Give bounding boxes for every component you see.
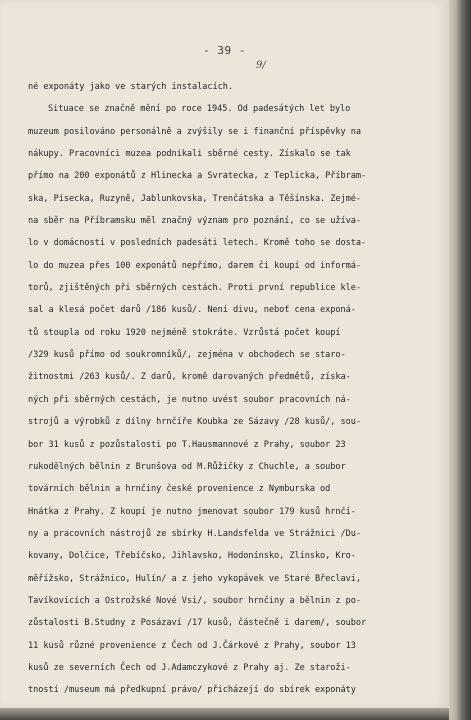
text-line: tů stoupla od roku 1920 nejméně stokráte. Vzrůstá počet koupí bbox=[28, 327, 341, 338]
body-text bbox=[28, 76, 413, 702]
text-line: torů, zjištěných při sběrných cestách. Proti první republice kle- bbox=[28, 283, 362, 294]
text-line: ny a pracovních nástrojů ze sbírky H.Landsfelda ve Strážnici /Du- bbox=[28, 528, 362, 539]
text-line: na sběr na Příbramsku měl značný význam pro poznání, co se užíva- bbox=[28, 216, 362, 227]
text-line: strojů a výrobků z dílny hrnčíře Koubka ze Sázavy /28 kusů/, sou- bbox=[28, 417, 362, 428]
text-line: továrních bělnin a hrnčiny české provenience z Nymburska od bbox=[28, 484, 331, 495]
text-line: ných při sběrných cestách, je nutno uvést soubor pracovních ná- bbox=[28, 394, 351, 405]
text-line: tností /museum má předkupní právo/ přicházejí do sbírek exponáty bbox=[28, 685, 356, 696]
text-line: 11 kusů různé provenience z Čech od J.Čárkové z Prahy, soubor 13 bbox=[28, 640, 356, 651]
page-bottom-edge bbox=[0, 708, 449, 720]
text-line: zůstalosti B.Studny z Posázaví /17 kusů, částečně i darem/, soubor bbox=[28, 618, 367, 629]
text-line: Hnátka z Prahy. Z koupí je nutno jmenovat soubor 179 kusů hrnčí- bbox=[28, 506, 356, 517]
text-line: Situace se značně mění po roce 1945. Od padesátých let bylo bbox=[48, 104, 351, 115]
text-line: muzeum posilováno personálně a zvýšily se i finanční příspěvky na bbox=[28, 126, 362, 137]
page-edge bbox=[449, 0, 471, 720]
text-line: nákupy. Pracovníci muzea podnikali sběrné cesty. Získalo se tak bbox=[28, 149, 351, 160]
text-line: rukodělných bělnin z Brunšova od M.Růžičky z Chuchle, a soubor bbox=[28, 461, 346, 472]
text-line: kovany, Dolčice, Třebíčsko, Jihlavsko, Hodonínsko, Zlínsko, Kro- bbox=[28, 551, 356, 562]
text-line: né exponáty jako ve starých instalacích. bbox=[28, 82, 233, 92]
text-line: přímo na 200 exponátů z Hlinecka a Svratecka, z Teplicka, Příbram- bbox=[28, 171, 367, 182]
page-number: - 39 - bbox=[203, 44, 246, 57]
handwritten-annotation: 9/ bbox=[256, 60, 266, 71]
text-line: /329 kusů přímo od soukromníků/, zejména v obchodech se staro- bbox=[28, 350, 346, 361]
text-line: Tavíkovicích a Ostrožské Nové Vsi/, soubor hrnčiny a bělnin z po- bbox=[28, 595, 362, 606]
text-line: lo do muzea přes 100 exponátů nepřímo, darem či koupí od informá- bbox=[28, 260, 362, 271]
text-line: sal a klesá počet darů /186 kusů/. Není divu, neboť cena exponá- bbox=[28, 305, 356, 316]
text-line: žitnostmi /263 kusů/. Z darů, kromě darovaných předmětů, získa- bbox=[28, 372, 351, 383]
text-line: bor 31 kusů z pozůstalosti po T.Hausmannové z Prahy, soubor 23 bbox=[28, 439, 346, 450]
text-line: kusů ze severních Čech od J.Adamczykové z Prahy aj. Ze staroži- bbox=[28, 662, 351, 673]
text-line: ska, Písecka, Ruzyně, Jablunkovska, Trenčátska a Těšínska. Zejmé- bbox=[28, 193, 362, 204]
text-line: měřížsko, Strážnico, Hulín/ a z jeho vykopávek ve Staré Břeclavi, bbox=[28, 573, 362, 584]
text-line: lo v domácnosti v posledních padesáti letech. Kromě toho se dosta- bbox=[28, 238, 367, 249]
